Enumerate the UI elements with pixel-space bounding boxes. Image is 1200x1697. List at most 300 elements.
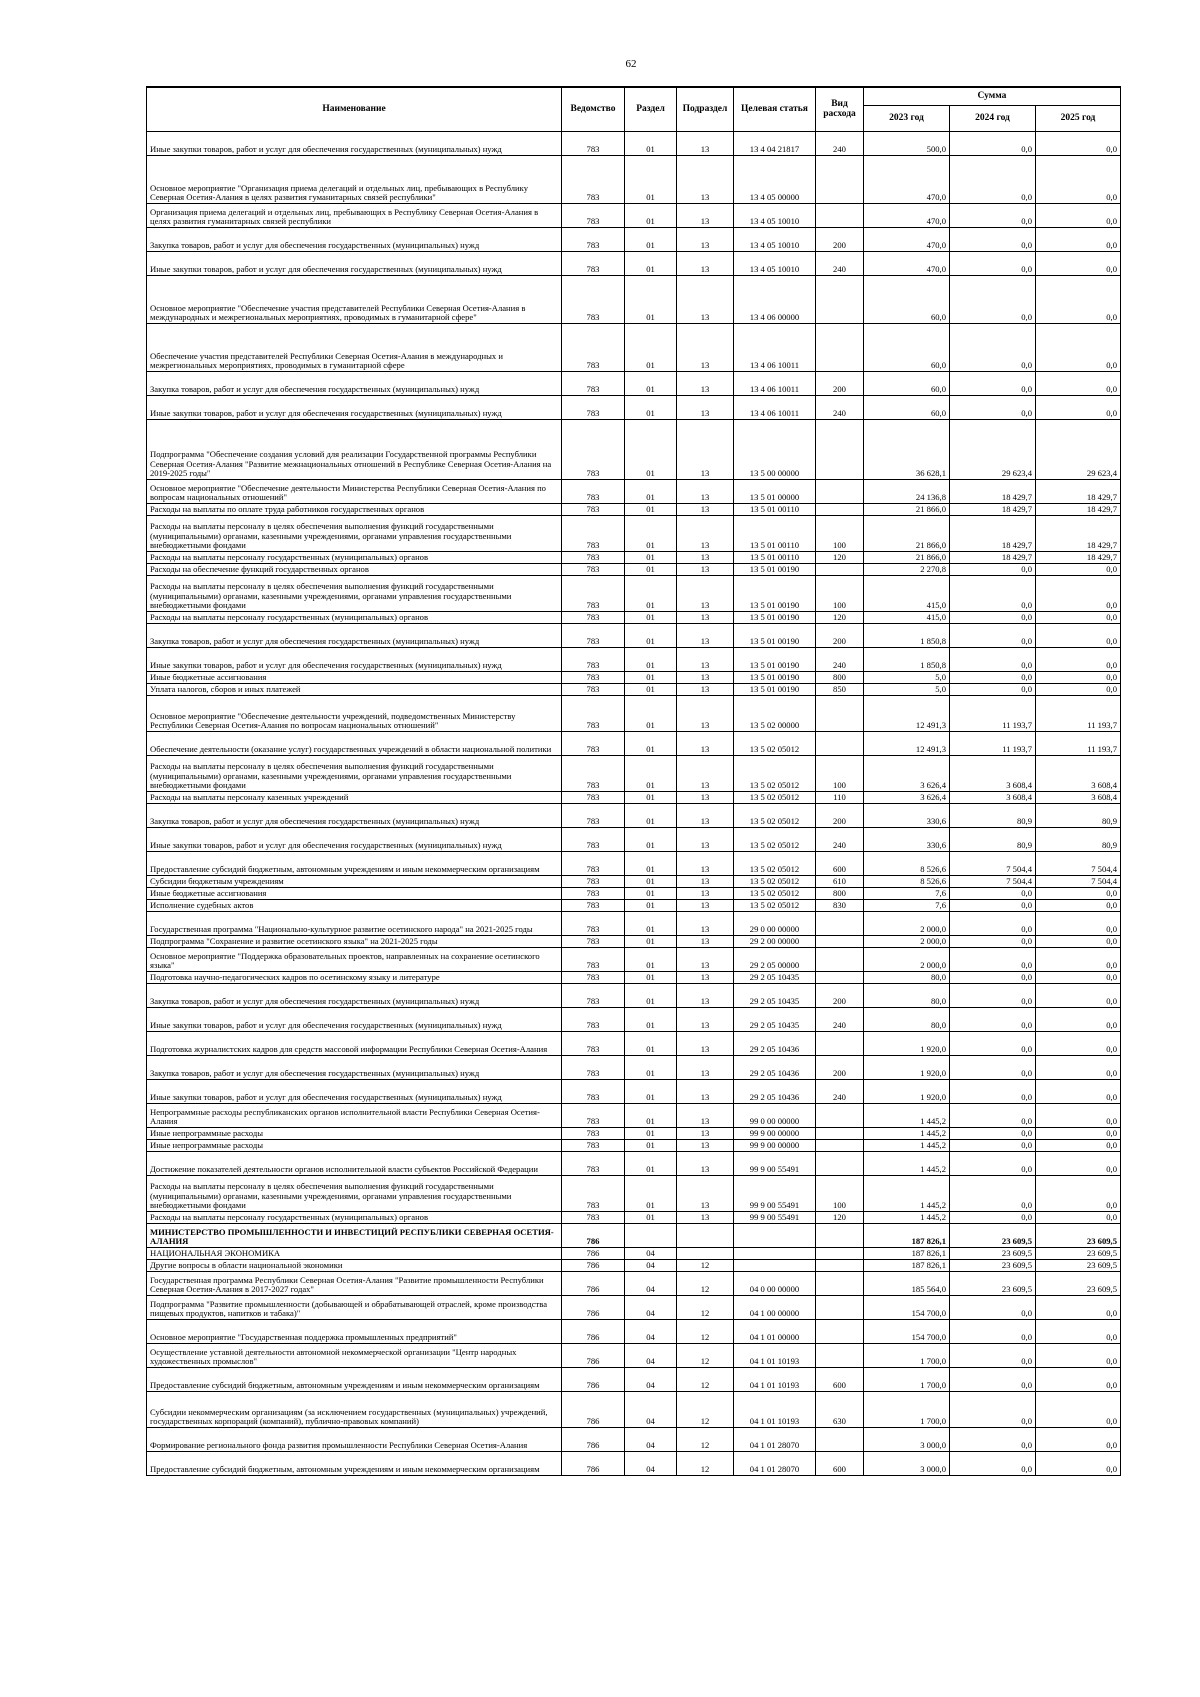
table-row <box>147 504 1121 516</box>
row-name: Иные непрограммные расходы <box>147 1128 562 1140</box>
table-row <box>147 1272 1121 1296</box>
row-sum-2025: 0,0 <box>1036 1128 1121 1140</box>
row-sum-2025: 0,0 <box>1036 648 1121 672</box>
row-vid <box>816 1140 864 1152</box>
row-statia: 13 4 06 10011 <box>734 396 816 420</box>
row-sum-2025: 3 608,4 <box>1036 792 1121 804</box>
row-sum-2024: 0,0 <box>950 156 1036 204</box>
row-vedomstvo: 783 <box>562 852 625 876</box>
row-razdel: 01 <box>625 972 677 984</box>
row-vid <box>816 276 864 324</box>
row-vedomstvo: 783 <box>562 1128 625 1140</box>
table-row <box>147 204 1121 228</box>
row-sum-2024: 0,0 <box>950 1152 1036 1176</box>
row-razdel: 01 <box>625 732 677 756</box>
row-vedomstvo: 783 <box>562 324 625 372</box>
row-podrazdel: 13 <box>677 684 734 696</box>
row-vid: 100 <box>816 516 864 552</box>
row-sum-2024: 23 609,5 <box>950 1224 1036 1248</box>
row-sum-2024: 23 609,5 <box>950 1248 1036 1260</box>
row-podrazdel <box>677 1248 734 1260</box>
row-name: Иные закупки товаров, работ и услуг для обеспечения государственных (муниципальных) нужд <box>147 252 562 276</box>
row-vedomstvo: 783 <box>562 936 625 948</box>
table-row <box>147 732 1121 756</box>
row-name: Осуществление уставной деятельности автономной некоммерческой организации "Центр народных художественных промыслов" <box>147 1344 562 1368</box>
row-podrazdel: 13 <box>677 756 734 792</box>
row-sum-2025: 7 504,4 <box>1036 852 1121 876</box>
row-podrazdel: 13 <box>677 504 734 516</box>
table-row <box>147 984 1121 1008</box>
row-name: Иные закупки товаров, работ и услуг для обеспечения государственных (муниципальных) нужд <box>147 396 562 420</box>
row-sum-2024: 11 193,7 <box>950 732 1036 756</box>
header-statia: Целевая статья <box>734 87 816 132</box>
row-podrazdel: 13 <box>677 696 734 732</box>
row-name: Основное мероприятие "Поддержка образовательных проектов, направленных на сохранение осетинского языка" <box>147 948 562 972</box>
row-vid: 600 <box>816 1452 864 1476</box>
row-vedomstvo: 783 <box>562 516 625 552</box>
row-name: Подпрограмма "Развитие промышленности (добывающей и обрабатывающей отраслей, кроме производства пищевых продуктов, напитков и табака)" <box>147 1296 562 1320</box>
row-sum-2025: 0,0 <box>1036 1296 1121 1320</box>
row-razdel: 01 <box>625 912 677 936</box>
row-vid: 240 <box>816 1080 864 1104</box>
row-podrazdel: 13 <box>677 624 734 648</box>
row-name: Предоставление субсидий бюджетным, автономным учреждениям и иным некоммерческим организациям <box>147 1452 562 1476</box>
row-sum-2023: 470,0 <box>864 156 950 204</box>
row-sum-2024: 0,0 <box>950 1176 1036 1212</box>
row-vedomstvo: 786 <box>562 1296 625 1320</box>
row-name: Основное мероприятие "Организация приема делегаций и отдельных лиц, пребывающих в Республику Северная Осетия-Алания в целях развития гуманитарных связей республики" <box>147 156 562 204</box>
row-statia: 29 2 05 10435 <box>734 984 816 1008</box>
header-2025: 2025 год <box>1036 106 1121 132</box>
row-podrazdel: 12 <box>677 1296 734 1320</box>
table-row <box>147 888 1121 900</box>
row-sum-2025: 0,0 <box>1036 372 1121 396</box>
row-razdel: 01 <box>625 420 677 480</box>
row-razdel: 01 <box>625 852 677 876</box>
table-row <box>147 1428 1121 1452</box>
row-vedomstvo: 783 <box>562 1140 625 1152</box>
row-razdel: 01 <box>625 900 677 912</box>
row-vid <box>816 504 864 516</box>
row-vedomstvo: 783 <box>562 612 625 624</box>
row-vedomstvo: 783 <box>562 480 625 504</box>
row-statia: 13 5 02 05012 <box>734 852 816 876</box>
row-vid: 120 <box>816 552 864 564</box>
row-razdel: 01 <box>625 204 677 228</box>
row-podrazdel: 13 <box>677 1080 734 1104</box>
budget-table <box>146 86 1121 1476</box>
row-podrazdel: 13 <box>677 648 734 672</box>
row-sum-2023: 1 850,8 <box>864 648 950 672</box>
row-razdel: 01 <box>625 1008 677 1032</box>
row-sum-2025: 18 429,7 <box>1036 480 1121 504</box>
row-name: Предоставление субсидий бюджетным, автономным учреждениям и иным некоммерческим организациям <box>147 852 562 876</box>
table-row <box>147 972 1121 984</box>
row-vid: 240 <box>816 132 864 156</box>
row-podrazdel: 13 <box>677 888 734 900</box>
table-row <box>147 1392 1121 1428</box>
row-statia: 13 5 02 05012 <box>734 732 816 756</box>
row-vid: 600 <box>816 852 864 876</box>
row-sum-2023: 1 920,0 <box>864 1032 950 1056</box>
row-statia: 13 5 02 05012 <box>734 756 816 792</box>
row-sum-2025: 0,0 <box>1036 888 1121 900</box>
row-statia: 13 5 01 00110 <box>734 516 816 552</box>
header-2024: 2024 год <box>950 106 1036 132</box>
row-razdel: 01 <box>625 756 677 792</box>
row-sum-2025: 0,0 <box>1036 576 1121 612</box>
row-vedomstvo: 783 <box>562 552 625 564</box>
row-razdel: 01 <box>625 696 677 732</box>
row-name: Закупка товаров, работ и услуг для обеспечения государственных (муниципальных) нужд <box>147 804 562 828</box>
row-sum-2023: 24 136,8 <box>864 480 950 504</box>
row-statia: 13 5 01 00190 <box>734 684 816 696</box>
row-vid: 600 <box>816 1368 864 1392</box>
row-sum-2025: 23 609,5 <box>1036 1248 1121 1260</box>
row-name: Подготовка научно-педагогических кадров по осетинскому языку и литературе <box>147 972 562 984</box>
row-sum-2023: 80,0 <box>864 984 950 1008</box>
row-sum-2025: 0,0 <box>1036 1344 1121 1368</box>
row-name: Субсидии бюджетным учреждениям <box>147 876 562 888</box>
row-name: Субсидии некоммерческим организациям (за исключением государственных (муниципальных) учреждений, государственных корпораций (компаний), публично-правовых компаний) <box>147 1392 562 1428</box>
table-row <box>147 876 1121 888</box>
row-sum-2024: 3 608,4 <box>950 756 1036 792</box>
table-row <box>147 1140 1121 1152</box>
row-podrazdel: 13 <box>677 804 734 828</box>
row-razdel: 01 <box>625 936 677 948</box>
row-sum-2023: 2 270,8 <box>864 564 950 576</box>
row-vedomstvo: 786 <box>562 1248 625 1260</box>
row-podrazdel: 13 <box>677 1008 734 1032</box>
row-vid: 240 <box>816 252 864 276</box>
row-podrazdel: 13 <box>677 912 734 936</box>
table-row <box>147 804 1121 828</box>
row-razdel: 04 <box>625 1428 677 1452</box>
row-sum-2023: 60,0 <box>864 276 950 324</box>
table-row <box>147 132 1121 156</box>
row-statia: 13 4 06 10011 <box>734 372 816 396</box>
row-vedomstvo: 783 <box>562 504 625 516</box>
row-vid <box>816 1248 864 1260</box>
row-podrazdel: 12 <box>677 1452 734 1476</box>
row-sum-2024: 0,0 <box>950 1296 1036 1320</box>
row-name: Основное мероприятие "Обеспечение деятельности Министерства Республики Северная Осетия-Алания по вопросам национальных отношений" <box>147 480 562 504</box>
row-sum-2024: 0,0 <box>950 372 1036 396</box>
row-vid: 100 <box>816 1176 864 1212</box>
table-body <box>147 132 1121 1476</box>
row-sum-2025: 0,0 <box>1036 984 1121 1008</box>
row-vedomstvo: 783 <box>562 1008 625 1032</box>
row-name: Закупка товаров, работ и услуг для обеспечения государственных (муниципальных) нужд <box>147 984 562 1008</box>
row-razdel: 01 <box>625 1152 677 1176</box>
row-statia: 29 2 05 10435 <box>734 1008 816 1032</box>
row-razdel: 01 <box>625 156 677 204</box>
row-name: Иные закупки товаров, работ и услуг для обеспечения государственных (муниципальных) нужд <box>147 132 562 156</box>
row-vedomstvo: 786 <box>562 1452 625 1476</box>
row-podrazdel: 13 <box>677 972 734 984</box>
row-vid: 200 <box>816 372 864 396</box>
row-vid: 200 <box>816 1056 864 1080</box>
row-razdel: 01 <box>625 984 677 1008</box>
row-statia: 13 5 01 00000 <box>734 480 816 504</box>
row-sum-2024: 0,0 <box>950 204 1036 228</box>
row-statia: 29 2 05 10436 <box>734 1080 816 1104</box>
row-sum-2023: 7,6 <box>864 900 950 912</box>
row-sum-2023: 1 445,2 <box>864 1176 950 1212</box>
row-podrazdel: 13 <box>677 252 734 276</box>
table-row <box>147 912 1121 936</box>
row-sum-2025: 23 609,5 <box>1036 1224 1121 1248</box>
row-sum-2025: 0,0 <box>1036 1212 1121 1224</box>
row-sum-2024: 0,0 <box>950 972 1036 984</box>
row-vedomstvo: 783 <box>562 672 625 684</box>
row-name: Обеспечение деятельности (оказание услуг) государственных учреждений в области национальной политики <box>147 732 562 756</box>
row-vid: 240 <box>816 828 864 852</box>
row-razdel: 01 <box>625 1212 677 1224</box>
row-razdel: 01 <box>625 132 677 156</box>
table-row <box>147 228 1121 252</box>
row-sum-2023: 187 826,1 <box>864 1248 950 1260</box>
row-name: Расходы на выплаты персоналу государственных (муниципальных) органов <box>147 1212 562 1224</box>
row-sum-2024: 7 504,4 <box>950 876 1036 888</box>
row-sum-2024: 7 504,4 <box>950 852 1036 876</box>
row-podrazdel: 13 <box>677 1152 734 1176</box>
table-row <box>147 624 1121 648</box>
row-sum-2023: 1 445,2 <box>864 1152 950 1176</box>
row-sum-2024: 80,9 <box>950 804 1036 828</box>
row-sum-2023: 80,0 <box>864 1008 950 1032</box>
row-statia: 13 5 02 05012 <box>734 900 816 912</box>
row-vedomstvo: 783 <box>562 576 625 612</box>
row-vid <box>816 912 864 936</box>
row-razdel: 01 <box>625 396 677 420</box>
row-sum-2024: 0,0 <box>950 672 1036 684</box>
row-vid: 240 <box>816 1008 864 1032</box>
row-podrazdel: 13 <box>677 732 734 756</box>
row-name: Государственная программа "Национально-культурное развитие осетинского народа" на 2021-2025 годы <box>147 912 562 936</box>
row-razdel: 04 <box>625 1368 677 1392</box>
row-name: Предоставление субсидий бюджетным, автономным учреждениям и иным некоммерческим организациям <box>147 1368 562 1392</box>
row-podrazdel: 13 <box>677 396 734 420</box>
table-row <box>147 1212 1121 1224</box>
table-row <box>147 1080 1121 1104</box>
row-vedomstvo: 783 <box>562 276 625 324</box>
row-razdel: 01 <box>625 480 677 504</box>
row-sum-2025: 23 609,5 <box>1036 1272 1121 1296</box>
row-sum-2025: 0,0 <box>1036 936 1121 948</box>
row-razdel: 01 <box>625 564 677 576</box>
row-sum-2025: 0,0 <box>1036 1056 1121 1080</box>
table-row <box>147 1032 1121 1056</box>
row-vedomstvo: 783 <box>562 1056 625 1080</box>
row-sum-2024: 18 429,7 <box>950 480 1036 504</box>
row-sum-2025: 23 609,5 <box>1036 1260 1121 1272</box>
row-sum-2024: 0,0 <box>950 1392 1036 1428</box>
row-sum-2024: 0,0 <box>950 576 1036 612</box>
row-sum-2024: 0,0 <box>950 564 1036 576</box>
row-sum-2023: 1 445,2 <box>864 1104 950 1128</box>
row-vid <box>816 1104 864 1128</box>
row-vedomstvo: 783 <box>562 648 625 672</box>
row-vid <box>816 1128 864 1140</box>
row-statia: 29 2 05 00000 <box>734 948 816 972</box>
row-sum-2023: 1 920,0 <box>864 1056 950 1080</box>
row-podrazdel: 12 <box>677 1368 734 1392</box>
row-sum-2025: 0,0 <box>1036 672 1121 684</box>
row-sum-2023: 2 000,0 <box>864 948 950 972</box>
row-podrazdel: 13 <box>677 900 734 912</box>
row-vid <box>816 324 864 372</box>
row-sum-2024: 0,0 <box>950 132 1036 156</box>
row-sum-2025: 0,0 <box>1036 252 1121 276</box>
table-row <box>147 420 1121 480</box>
row-sum-2024: 18 429,7 <box>950 516 1036 552</box>
row-vid: 240 <box>816 396 864 420</box>
row-sum-2023: 187 826,1 <box>864 1260 950 1272</box>
row-vid <box>816 204 864 228</box>
row-statia: 13 5 02 05012 <box>734 792 816 804</box>
row-podrazdel: 13 <box>677 1140 734 1152</box>
row-razdel: 04 <box>625 1392 677 1428</box>
row-sum-2025: 11 193,7 <box>1036 732 1121 756</box>
row-vedomstvo: 783 <box>562 1080 625 1104</box>
row-podrazdel: 13 <box>677 672 734 684</box>
row-razdel: 01 <box>625 684 677 696</box>
row-sum-2024: 0,0 <box>950 1056 1036 1080</box>
row-razdel: 01 <box>625 888 677 900</box>
row-vid <box>816 1320 864 1344</box>
row-statia: 13 5 02 05012 <box>734 888 816 900</box>
row-name: Иные закупки товаров, работ и услуг для обеспечения государственных (муниципальных) нужд <box>147 1008 562 1032</box>
table-row <box>147 552 1121 564</box>
row-podrazdel: 13 <box>677 792 734 804</box>
row-statia: 13 5 01 00190 <box>734 564 816 576</box>
row-vid: 100 <box>816 756 864 792</box>
table-row <box>147 516 1121 552</box>
row-razdel: 01 <box>625 1128 677 1140</box>
row-vedomstvo: 786 <box>562 1344 625 1368</box>
row-statia: 04 1 01 28070 <box>734 1452 816 1476</box>
row-name: Уплата налогов, сборов и иных платежей <box>147 684 562 696</box>
row-vedomstvo: 783 <box>562 624 625 648</box>
row-vedomstvo: 786 <box>562 1260 625 1272</box>
row-sum-2025: 0,0 <box>1036 1176 1121 1212</box>
row-podrazdel: 13 <box>677 552 734 564</box>
row-vedomstvo: 783 <box>562 888 625 900</box>
row-razdel: 01 <box>625 948 677 972</box>
row-vedomstvo: 783 <box>562 732 625 756</box>
row-sum-2023: 3 000,0 <box>864 1428 950 1452</box>
row-vid <box>816 564 864 576</box>
table-row <box>147 1008 1121 1032</box>
row-vid: 800 <box>816 888 864 900</box>
row-sum-2023: 470,0 <box>864 228 950 252</box>
budget-table-container <box>146 86 1120 1476</box>
row-razdel: 01 <box>625 552 677 564</box>
row-vedomstvo: 783 <box>562 156 625 204</box>
row-vedomstvo: 783 <box>562 828 625 852</box>
row-name: Обеспечение участия представителей Республики Северная Осетия-Алания в международных и межрегиональных мероприятиях, проводимых в гуманитарной сфере <box>147 324 562 372</box>
row-razdel: 01 <box>625 228 677 252</box>
row-vedomstvo: 783 <box>562 396 625 420</box>
row-statia: 13 5 01 00190 <box>734 576 816 612</box>
row-name: Расходы на выплаты персоналу в целях обеспечения выполнения функций государственными (муниципальными) органами, казенными учреждениями, органами управления государственными внебюджетными фондами <box>147 516 562 552</box>
row-statia: 13 5 01 00190 <box>734 624 816 648</box>
table-row <box>147 1320 1121 1344</box>
row-vid: 830 <box>816 900 864 912</box>
row-podrazdel: 13 <box>677 204 734 228</box>
row-statia: 29 2 05 10436 <box>734 1056 816 1080</box>
row-podrazdel: 13 <box>677 564 734 576</box>
row-vid: 120 <box>816 612 864 624</box>
table-row <box>147 684 1121 696</box>
row-vedomstvo: 783 <box>562 132 625 156</box>
row-sum-2024: 0,0 <box>950 1140 1036 1152</box>
row-name: Расходы на выплаты персоналу в целях обеспечения выполнения функций государственными (муниципальными) органами, казенными учреждениями, органами управления государственными внебюджетными фондами <box>147 576 562 612</box>
row-name: Достижение показателей деятельности органов исполнительной власти субъектов Российской Федерации <box>147 1152 562 1176</box>
row-vedomstvo: 783 <box>562 252 625 276</box>
table-row <box>147 1056 1121 1080</box>
table-row <box>147 648 1121 672</box>
table-row <box>147 1368 1121 1392</box>
row-razdel: 01 <box>625 1032 677 1056</box>
row-name: Иные закупки товаров, работ и услуг для обеспечения государственных (муниципальных) нужд <box>147 648 562 672</box>
row-sum-2024: 0,0 <box>950 900 1036 912</box>
row-sum-2024: 0,0 <box>950 1368 1036 1392</box>
row-sum-2025: 0,0 <box>1036 900 1121 912</box>
row-sum-2024: 0,0 <box>950 624 1036 648</box>
row-sum-2024: 29 623,4 <box>950 420 1036 480</box>
header-summa: Сумма <box>864 87 1121 106</box>
row-razdel: 01 <box>625 324 677 372</box>
row-vid: 800 <box>816 672 864 684</box>
table-row <box>147 576 1121 612</box>
row-vid: 240 <box>816 648 864 672</box>
row-sum-2024: 23 609,5 <box>950 1272 1036 1296</box>
row-sum-2023: 330,6 <box>864 804 950 828</box>
row-vid: 200 <box>816 804 864 828</box>
row-sum-2025: 0,0 <box>1036 1428 1121 1452</box>
row-vid <box>816 1224 864 1248</box>
row-sum-2025: 0,0 <box>1036 132 1121 156</box>
header-vid: Вид расхода <box>816 87 864 132</box>
row-sum-2025: 80,9 <box>1036 828 1121 852</box>
row-sum-2023: 21 866,0 <box>864 504 950 516</box>
table-row <box>147 1452 1121 1476</box>
row-sum-2025: 0,0 <box>1036 948 1121 972</box>
row-vid: 630 <box>816 1392 864 1428</box>
row-vedomstvo: 783 <box>562 696 625 732</box>
row-vedomstvo: 783 <box>562 1104 625 1128</box>
row-name: Закупка товаров, работ и услуг для обеспечения государственных (муниципальных) нужд <box>147 228 562 252</box>
row-sum-2023: 470,0 <box>864 204 950 228</box>
row-razdel: 01 <box>625 672 677 684</box>
row-podrazdel: 13 <box>677 276 734 324</box>
row-name: Расходы на выплаты персоналу казенных учреждений <box>147 792 562 804</box>
row-vid: 610 <box>816 876 864 888</box>
row-vedomstvo: 783 <box>562 1152 625 1176</box>
table-row <box>147 1176 1121 1212</box>
row-statia: 13 5 02 00000 <box>734 696 816 732</box>
row-razdel: 01 <box>625 504 677 516</box>
row-sum-2025: 0,0 <box>1036 1140 1121 1152</box>
row-sum-2024: 0,0 <box>950 684 1036 696</box>
table-row <box>147 1152 1121 1176</box>
row-sum-2023: 60,0 <box>864 396 950 420</box>
row-statia <box>734 1224 816 1248</box>
row-statia: 13 4 04 21817 <box>734 132 816 156</box>
row-sum-2024: 0,0 <box>950 1428 1036 1452</box>
